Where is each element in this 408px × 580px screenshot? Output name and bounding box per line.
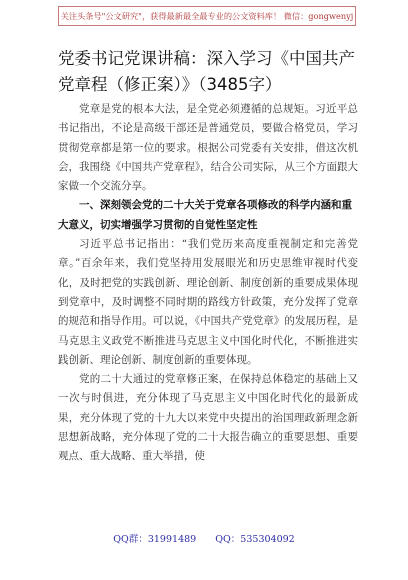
body-paragraph: 党的二十大通过的党章修正案，在保持总体稳定的基础上又一次与时俱进，充分体现了马克思主义中国化时代化的最新成果，充分体现了党的十九大以来党中央提出的治国理政新理念新思想新战略，充分体现了党的二十大报告确立的重要思想、重要观点、重大战略、重大举措，使	[58, 373, 358, 463]
footer-contacts	[0, 531, 408, 545]
section-heading: 一、深刻领会党的二十大关于党章各项修改的科学内涵和重大意义，切实增强学习贯彻的自觉性坚定性	[58, 199, 352, 231]
page-title: 党委书记党课讲稿：深入学习《中国共产党章程（修正案）》（3485字）	[58, 49, 355, 94]
footer-qq-group: QQ群：31991489	[113, 534, 197, 545]
footer-qq: QQ：535304092	[215, 534, 295, 545]
intro-paragraph: 党章是党的根本大法，是全党必须遵循的总规矩。习近平总书记指出，不论是高级干部还是普通党员，要做合格党员，学习贯彻党章都是第一位的要求。根据公司党委有关安排，借这次机会，我围绕《中国共产党章程》，结合公司实际，从三个方面跟大家做一个交流分享。	[58, 103, 358, 193]
header-banner: 关注头条号"公文研究"，获得最新最全最专业的公文资料库！ 微信：gongwenyj	[58, 6, 356, 26]
document-body	[58, 100, 358, 467]
body-paragraph: 习近平总书记指出：“我们党历来高度重视制定和完善党章。”百余年来，我们党坚持用发展眼光和历史思维审视时代变化，及时把党的实践创新、理论创新、制度创新的重要成果体现到党章中，及时调整不同时期的路线方针政策，充分发挥了党章的规范和指导作用。可以说，《中国共产党党章》的发展历程，是马克思主义政党不断推进马克思主义中国化时代化，不断推进实践创新、理论创新、制度创新的重要体现。	[58, 238, 358, 366]
